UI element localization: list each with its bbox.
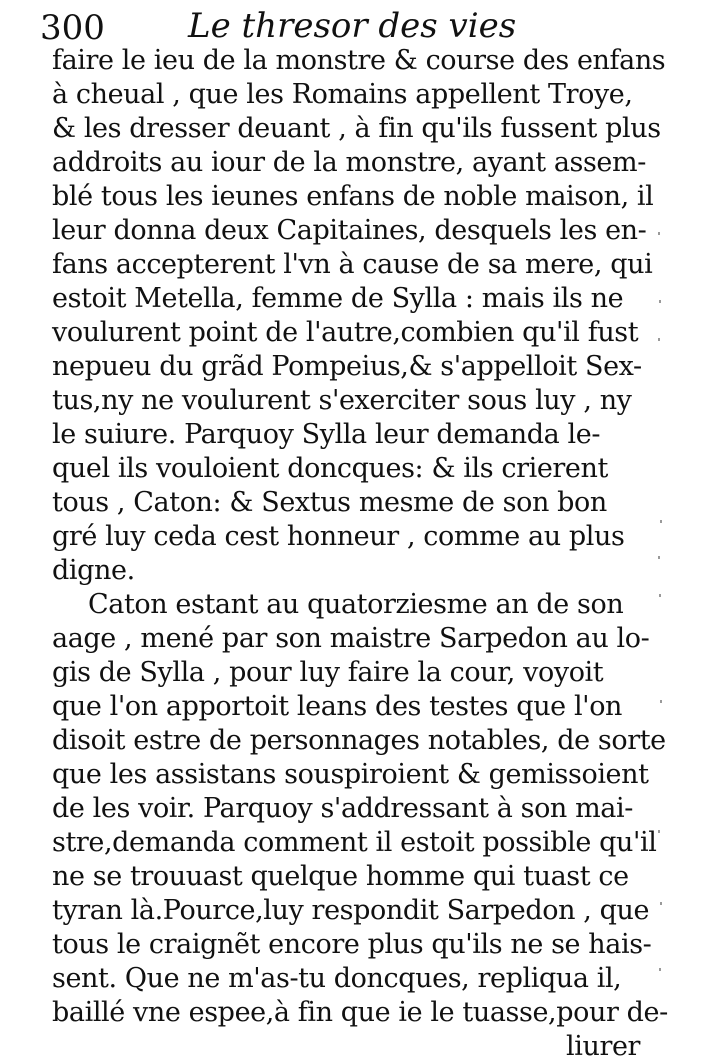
text-line: ne se trouuast quelque homme qui tuast ce xyxy=(52,861,629,892)
scan-speck xyxy=(658,830,660,833)
text-line: quel ils vouloient doncques: & ils crierent xyxy=(52,453,608,484)
running-title: Le thresor des vies xyxy=(188,6,517,46)
text-line: baillé vne espee,à fin que ie le tuasse,pour de- xyxy=(52,997,668,1028)
scan-speck xyxy=(660,902,662,905)
text-line: blé tous les ieunes enfans de noble maison, il xyxy=(52,181,654,212)
paragraph-first-line: Caton estant au quatorziesme an de son xyxy=(88,589,624,620)
scan-speck xyxy=(659,300,661,303)
scan-speck xyxy=(659,594,661,597)
text-line: addroits au iour de la monstre, ayant assem- xyxy=(52,147,646,178)
text-line: nepueu du grãd Pompeius,& s'appelloit Sex- xyxy=(52,351,642,382)
text-line: tyran là.Pource,luy respondit Sarpedon , que xyxy=(52,895,650,926)
text-line: le suiure. Parquoy Sylla leur demanda le- xyxy=(52,419,601,450)
text-line: que les assistans souspiroient & gemissoient xyxy=(52,759,649,790)
text-line: digne. xyxy=(52,555,135,586)
text-line: à cheual , que les Romains appellent Troye, xyxy=(52,79,633,110)
scan-speck xyxy=(658,556,660,559)
page-number: 300 xyxy=(40,8,105,48)
scan-speck xyxy=(658,232,660,235)
text-line: leur donna deux Capitaines, desquels les en- xyxy=(52,215,647,246)
text-line: aage , mené par son maistre Sarpedon au lo- xyxy=(52,623,650,654)
text-line: estoit Metella, femme de Sylla : mais ils ne xyxy=(52,283,624,314)
scan-speck xyxy=(658,338,660,341)
catchword: liurer xyxy=(566,1031,641,1062)
scan-speck xyxy=(659,968,661,971)
text-line: de les voir. Parquoy s'addressant à son mai- xyxy=(52,793,633,824)
text-line: tus,ny ne voulurent s'exerciter sous luy , ny xyxy=(52,385,632,416)
text-line: gré luy ceda cest honneur , comme au plus xyxy=(52,521,625,552)
text-line: voulurent point de l'autre,combien qu'il fust xyxy=(52,317,639,348)
text-line: faire le ieu de la monstre & course des enfans xyxy=(52,45,666,76)
text-line: que l'on apportoit leans des testes que l'on xyxy=(52,691,623,722)
text-line: & les dresser deuant , à fin qu'ils fussent plus xyxy=(52,113,661,144)
text-line: sent. Que ne m'as-tu doncques, repliqua il, xyxy=(52,963,622,994)
text-line: stre,demanda comment il estoit possible qu'il xyxy=(52,827,657,858)
scan-speck xyxy=(660,520,662,523)
text-line: fans accepterent l'vn à cause de sa mere, qui xyxy=(52,249,653,280)
scan-speck xyxy=(660,700,662,703)
text-line: tous , Caton: & Sextus mesme de son bon xyxy=(52,487,607,518)
text-line: tous le craignẽt encore plus qu'ils ne se hais- xyxy=(52,929,652,960)
text-line: gis de Sylla , pour luy faire la cour, voyoit xyxy=(52,657,604,688)
text-line: disoit estre de personnages notables, de sorte xyxy=(52,725,666,756)
